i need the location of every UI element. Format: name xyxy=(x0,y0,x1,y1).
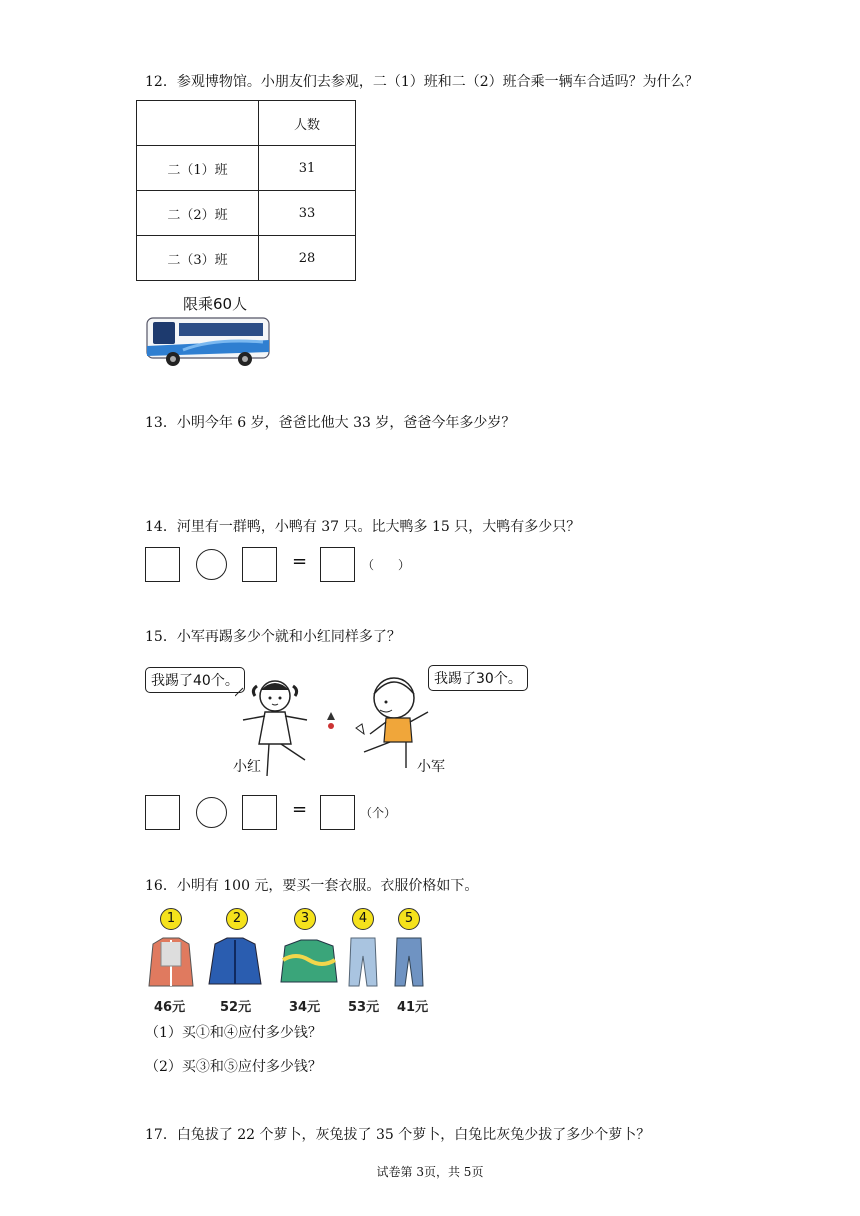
question-13-text: 13．小明今年 6 岁，爸爸比他大 33 岁，爸爸今年多少岁？ xyxy=(145,415,516,431)
operator-circle[interactable] xyxy=(196,797,227,828)
item-number-5: 5 xyxy=(398,908,420,930)
item-number-2: 2 xyxy=(226,908,248,930)
bus-capacity-label: 限乘60人 xyxy=(183,295,248,313)
jacket-2-icon xyxy=(209,938,261,984)
item-number-3: 3 xyxy=(294,908,316,930)
item-number-1: 1 xyxy=(160,908,182,930)
table-row xyxy=(137,191,356,236)
table-header-cell: 人数 xyxy=(259,101,356,146)
sweater-3-icon xyxy=(281,940,337,982)
question-14-text: 14．河里有一群鸭，小鸭有 37 只。比大鸭多 15 只，大鸭有多少只？ xyxy=(145,519,581,535)
question-15-text: 15．小军再踢多少个就和小红同样多了？ xyxy=(145,629,401,645)
equals-sign: = xyxy=(292,551,308,572)
speech-bubble-xiaohong: 我踢了40个。 xyxy=(145,667,245,693)
unit-blank: （ ） xyxy=(362,558,411,572)
clothing-illustrations xyxy=(143,936,433,992)
table-row xyxy=(137,146,356,191)
table-cell-class: 二（2）班 xyxy=(137,191,259,236)
item-number-4: 4 xyxy=(352,908,374,930)
price-1: 46元 xyxy=(154,1000,186,1015)
name-xiaohong: 小红 xyxy=(233,759,261,775)
table-cell-count: 31 xyxy=(259,146,356,191)
speech-bubble-xiaojun: 我踢了30个。 xyxy=(428,665,528,691)
price-4: 53元 xyxy=(348,1000,380,1015)
table-cell-count: 33 xyxy=(259,191,356,236)
answer-box-1[interactable] xyxy=(145,547,180,582)
answer-box-result[interactable] xyxy=(320,547,355,582)
question-16-sub-1: （1）买①和④应付多少钱？ xyxy=(145,1025,322,1041)
table-row xyxy=(137,236,356,281)
answer-box-result[interactable] xyxy=(320,795,355,830)
table-header-cell xyxy=(137,101,259,146)
question-16-text: 16．小明有 100 元，要买一套衣服。衣服价格如下。 xyxy=(145,878,479,894)
pants-5-icon xyxy=(395,938,423,986)
name-xiaojun: 小军 xyxy=(417,759,445,775)
bus-illustration xyxy=(143,312,273,370)
table-header-row xyxy=(137,101,356,146)
table-cell-count: 28 xyxy=(259,236,356,281)
operator-circle[interactable] xyxy=(196,549,227,580)
answer-box-2[interactable] xyxy=(242,795,277,830)
class-size-table xyxy=(136,100,356,281)
unit-label: （个） xyxy=(360,806,397,820)
price-5: 41元 xyxy=(397,1000,429,1015)
question-17-text: 17．白兔拔了 22 个萝卜，灰兔拔了 35 个萝卜，白兔比灰兔少拔了多少个萝卜？ xyxy=(145,1127,651,1143)
pants-4-icon xyxy=(349,938,377,986)
price-2: 52元 xyxy=(220,1000,252,1015)
answer-box-2[interactable] xyxy=(242,547,277,582)
table-cell-class: 二（3）班 xyxy=(137,236,259,281)
table-cell-class: 二（1）班 xyxy=(137,146,259,191)
answer-box-1[interactable] xyxy=(145,795,180,830)
price-3: 34元 xyxy=(289,1000,321,1015)
question-12-text: 12．参观博物馆。小朋友们去参观，二（1）班和二（2）班合乘一辆车合适吗？为什么？ xyxy=(145,74,699,90)
page-footer: 试卷第 3页，共 5页 xyxy=(376,1165,484,1179)
jacket-1-icon xyxy=(149,938,193,986)
question-16-sub-2: （2）买③和⑤应付多少钱？ xyxy=(145,1059,322,1075)
equals-sign: = xyxy=(292,799,308,820)
